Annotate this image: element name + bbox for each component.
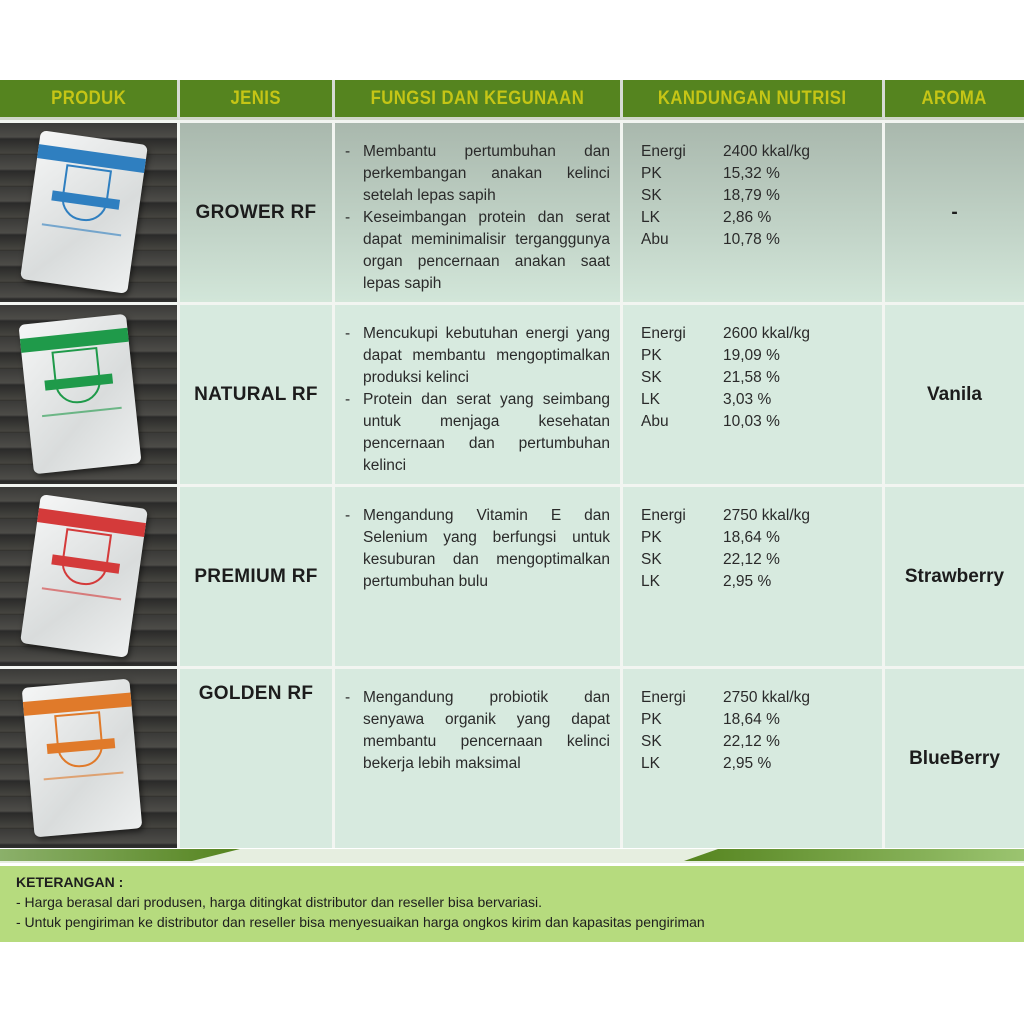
nutrisi-cell [623,123,885,302]
fungsi-cell [335,487,623,666]
nutrisi-row: PK 15,32 % [641,165,780,182]
aroma-cell: - [885,123,1024,302]
aroma-cell: Vanila [885,305,1024,484]
nutrisi-row: Energi 2400 kkal/kg [641,143,811,160]
jenis-cell: NATURAL RF [180,305,335,484]
aroma-cell: Strawberry [885,487,1024,666]
decorative-band [0,849,1024,863]
fungsi-item: - Mengandung probiotik dan senyawa organik yang dapat membantu pencernaan kelinci bekerja lebih maksimal [343,687,610,775]
nutrisi-row: LK 2,86 % [641,209,772,226]
header-jenis: JENIS [180,80,335,120]
nutrisi-row: LK 3,03 % [641,391,772,408]
feed-bag-icon [20,130,148,294]
nutrisi-row: Energi 2750 kkal/kg [641,507,811,524]
fungsi-cell [335,305,623,484]
nutrisi-row: Abu 10,03 % [641,413,780,430]
product-table [0,80,1024,848]
aroma-cell: BlueBerry [885,669,1024,848]
nutrisi-row: Energi 2600 kkal/kg [641,325,811,342]
product-photo-golden [0,669,180,848]
keterangan-item: - Untuk pengiriman ke distributor dan reseller bisa menyesuaikan harga ongkos kirim dan kapasitas pengiriman [16,914,705,930]
nutrisi-row: PK 18,64 % [641,529,780,546]
nutrisi-row: SK 18,79 % [641,187,780,204]
table-row [0,302,1024,484]
keterangan-title: KETERANGAN : [16,874,124,890]
nutrisi-row: LK 2,95 % [641,573,772,590]
nutrisi-row: PK 19,09 % [641,347,780,364]
nutrisi-row: Abu 10,78 % [641,231,780,248]
keterangan-box [0,866,1024,942]
fungsi-item: - Membantu pertumbuhan dan perkembangan anakan kelinci setelah lepas sapih [343,141,610,207]
fungsi-item: - Mencukupi kebutuhan energi yang dapat membantu mengoptimalkan produksi kelinci [343,323,610,389]
table-row [0,120,1024,302]
fungsi-cell [335,123,623,302]
jenis-cell: PREMIUM RF [180,487,335,666]
feed-bag-icon [20,494,148,658]
nutrisi-row: LK 2,95 % [641,755,772,772]
product-photo-grower [0,123,180,302]
product-photo-premium [0,487,180,666]
fungsi-cell [335,669,623,848]
fungsi-item: - Protein dan serat yang seimbang untuk menjaga kesehatan pencernaan dan pertumbuhan kelinci [343,389,610,477]
header-nutrisi: KANDUNGAN NUTRISI [623,80,885,120]
jenis-cell: GOLDEN RF [180,669,335,848]
nutrisi-row: SK 21,58 % [641,369,780,386]
nutrisi-row: Energi 2750 kkal/kg [641,689,811,706]
nutrisi-cell [623,487,885,666]
header-produk: PRODUK [0,80,180,120]
fungsi-item: - Mengandung Vitamin E dan Selenium yang berfungsi untuk kesuburan dan mengoptimalkan pertumbuhan bulu [343,505,610,593]
feed-bag-icon [22,679,143,838]
table-header [0,80,1024,120]
nutrisi-row: PK 18,64 % [641,711,780,728]
fungsi-item: - Keseimbangan protein dan serat dapat meminimalisir terganggunya organ pencernaan anakan saat lepas sapih [343,207,610,295]
nutrisi-cell [623,669,885,848]
header-fungsi: FUNGSI DAN KEGUNAAN [335,80,623,120]
nutrisi-cell [623,305,885,484]
feed-bag-icon [18,314,141,474]
header-aroma: AROMA [885,80,1024,120]
product-photo-natural [0,305,180,484]
table-row [0,666,1024,848]
jenis-cell: GROWER RF [180,123,335,302]
nutrisi-row: SK 22,12 % [641,733,780,750]
keterangan-item: - Harga berasal dari produsen, harga ditingkat distributor dan reseller bisa bervariasi. [16,894,543,910]
table-row [0,484,1024,666]
nutrisi-row: SK 22,12 % [641,551,780,568]
